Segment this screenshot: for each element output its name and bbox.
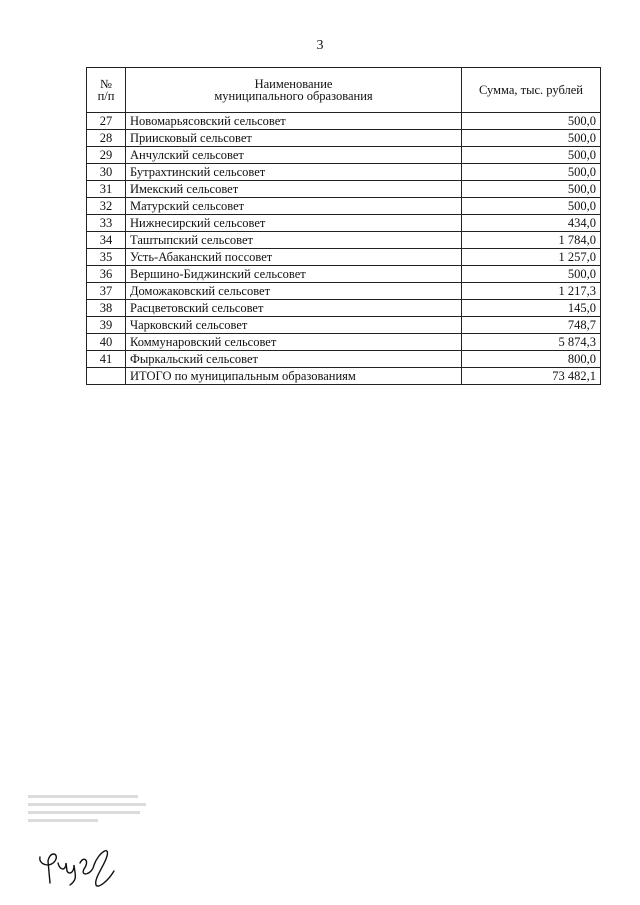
row-sum: 500,0 [462,198,601,215]
table-row [87,113,601,130]
row-sum: 1 217,3 [462,283,601,300]
row-sum: 500,0 [462,113,601,130]
row-sum: 434,0 [462,215,601,232]
row-number: 32 [87,198,126,215]
table-row [87,266,601,283]
table-row [87,317,601,334]
municipal-sums-table [86,67,601,385]
row-name: Новомарьясовский сельсовет [126,113,462,130]
table-row [87,283,601,300]
row-sum: 500,0 [462,164,601,181]
row-name: Бутрахтинский сельсовет [126,164,462,181]
row-number: 33 [87,215,126,232]
row-number: 29 [87,147,126,164]
header-number-line2: п/п [97,89,115,103]
table-row [87,181,601,198]
header-sum: Сумма, тыс. рублей [462,68,601,113]
row-number: 38 [87,300,126,317]
row-name: Усть-Абаканский поссовет [126,249,462,266]
page-number: 3 [316,38,324,53]
table-row [87,300,601,317]
total-label: ИТОГО по муниципальным образованиям [126,368,462,385]
row-sum: 748,7 [462,317,601,334]
table-row [87,147,601,164]
row-sum: 1 257,0 [462,249,601,266]
header-number-line1: № [100,76,112,91]
row-sum: 500,0 [462,181,601,198]
table-total-row [87,368,601,385]
row-name: Фыркальский сельсовет [126,351,462,368]
row-number: 36 [87,266,126,283]
row-sum: 1 784,0 [462,232,601,249]
row-number: 28 [87,130,126,147]
row-number: 34 [87,232,126,249]
signature [34,835,124,890]
table-row [87,351,601,368]
row-name: Расцветовский сельсовет [126,300,462,317]
row-name: Чарковский сельсовет [126,317,462,334]
table-row [87,130,601,147]
row-name: Таштыпский сельсовет [126,232,462,249]
row-number: 41 [87,351,126,368]
table-row [87,198,601,215]
table-row [87,249,601,266]
row-number: 31 [87,181,126,198]
row-name: Имекский сельсовет [126,181,462,198]
table-row [87,232,601,249]
total-number-cell [87,368,126,385]
header-name-line1: Наименование [254,76,333,91]
row-sum: 145,0 [462,300,601,317]
row-number: 37 [87,283,126,300]
row-number: 27 [87,113,126,130]
header-number [87,68,126,113]
total-sum: 73 482,1 [462,368,601,385]
header-name [126,68,462,113]
row-name: Приисковый сельсовет [126,130,462,147]
row-number: 30 [87,164,126,181]
row-number: 35 [87,249,126,266]
row-number: 39 [87,317,126,334]
row-number: 40 [87,334,126,351]
row-sum: 500,0 [462,147,601,164]
row-name: Коммунаровский сельсовет [126,334,462,351]
row-name: Доможаковский сельсовет [126,283,462,300]
table-row [87,334,601,351]
header-name-line2: муниципального образования [214,89,373,103]
row-sum: 800,0 [462,351,601,368]
row-name: Анчулский сельсовет [126,147,462,164]
row-sum: 500,0 [462,130,601,147]
table-row [87,164,601,181]
row-name: Вершино-Биджинский сельсовет [126,266,462,283]
row-name: Нижнесирский сельсовет [126,215,462,232]
table-row [87,215,601,232]
row-sum: 5 874,3 [462,334,601,351]
faded-stamp [28,790,148,832]
table-header-row [87,68,601,113]
row-sum: 500,0 [462,266,601,283]
row-name: Матурский сельсовет [126,198,462,215]
